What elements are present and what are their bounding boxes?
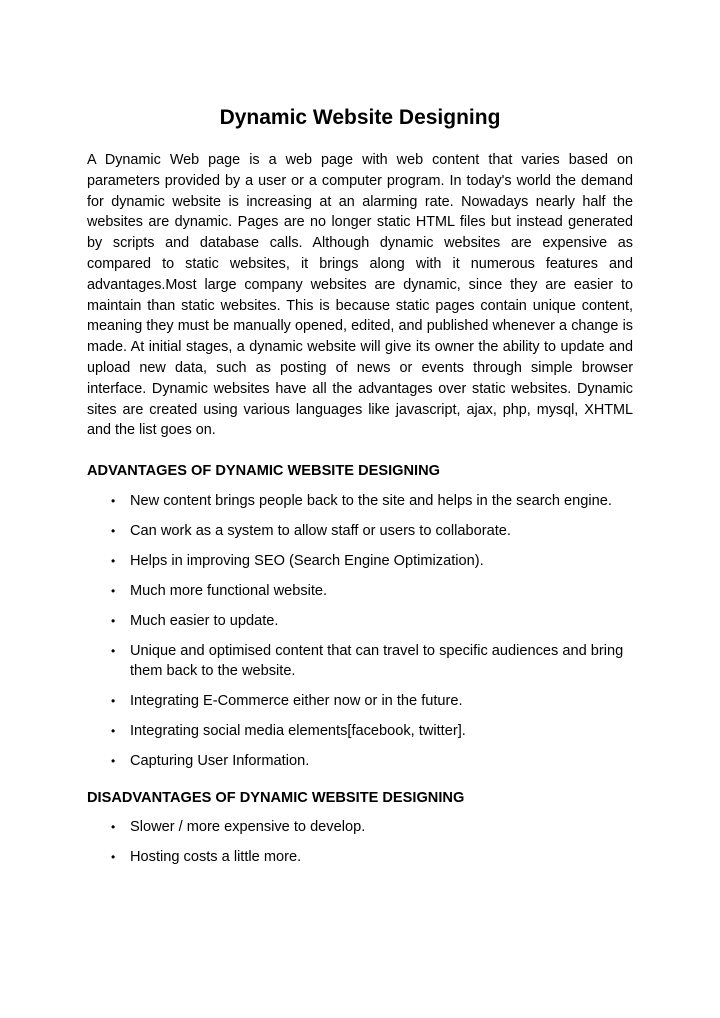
list-item-text: Hosting costs a little more. bbox=[130, 849, 302, 866]
list-item bbox=[87, 691, 633, 712]
list-item bbox=[87, 641, 633, 682]
disadvantages-list bbox=[87, 817, 633, 868]
list-item bbox=[87, 611, 633, 632]
list-item bbox=[87, 721, 633, 742]
document-page bbox=[87, 104, 633, 868]
bullet-icon: • bbox=[111, 820, 116, 835]
list-item-text: Integrating social media elements[facebook, twitter]. bbox=[130, 723, 466, 740]
list-item bbox=[87, 521, 633, 542]
disadvantages-heading: DISADVANTAGES OF DYNAMIC WEBSITE DESIGNING bbox=[87, 789, 465, 806]
list-item bbox=[87, 847, 633, 868]
bullet-icon: • bbox=[111, 523, 116, 538]
list-item-text: Helps in improving SEO (Search Engine Optimization). bbox=[130, 552, 484, 569]
list-item-text: Slower / more expensive to develop. bbox=[130, 819, 366, 836]
bullet-icon: • bbox=[111, 643, 116, 658]
list-item-text: Much more functional website. bbox=[130, 582, 328, 599]
bullet-icon: • bbox=[111, 553, 116, 568]
list-item bbox=[87, 491, 633, 512]
page-title: Dynamic Website Designing bbox=[219, 106, 501, 129]
bullet-icon: • bbox=[111, 583, 116, 598]
list-item bbox=[87, 551, 633, 572]
list-item bbox=[87, 751, 633, 772]
list-item-text: Capturing User Information. bbox=[130, 753, 310, 770]
bullet-icon: • bbox=[111, 694, 116, 709]
list-item-text: Can work as a system to allow staff or users to collaborate. bbox=[130, 522, 511, 539]
bullet-icon: • bbox=[111, 850, 116, 865]
bullet-icon: • bbox=[111, 493, 116, 508]
list-item-text: Integrating E-Commerce either now or in the future. bbox=[130, 693, 463, 710]
bullet-icon: • bbox=[111, 754, 116, 769]
bullet-icon: • bbox=[111, 724, 116, 739]
advantages-list bbox=[87, 491, 633, 772]
list-item bbox=[87, 581, 633, 602]
intro-paragraph: A Dynamic Web page is a web page with web content that varies based on parameters provided by a user or a computer program. In today's world the demand for dynamic website is increasing at an alarming rate. Nowadays nearly half the websites are dynamic. Pages are no longer static HTML files but instead generated by scripts and database calls. Although dynamic websites are expensive as compared to static websites, it brings along with it numerous features and advantages.Most large company websites are dynamic, since they are easier to maintain than static websites. This is because static pages contain unique content, meaning they must be manually opened, edited, and published whenever a change is made. At initial stages, a dynamic website will give its owner the ability to update and upload new data, such as posting of news or events through simple browser interface. Dynamic websites have all the advantages over static websites. Dynamic sites are created using various languages like javascript, ajax, php, mysql, XHTML and the list goes on. bbox=[87, 152, 633, 439]
bullet-icon: • bbox=[111, 613, 116, 628]
list-item-text: Unique and optimised content that can travel to specific audiences and bring them back to the website. bbox=[130, 642, 624, 680]
list-item-text: New content brings people back to the site and helps in the search engine. bbox=[130, 492, 612, 509]
advantages-heading: ADVANTAGES OF DYNAMIC WEBSITE DESIGNING bbox=[87, 463, 440, 480]
list-item bbox=[87, 817, 633, 838]
list-item-text: Much easier to update. bbox=[130, 612, 279, 629]
